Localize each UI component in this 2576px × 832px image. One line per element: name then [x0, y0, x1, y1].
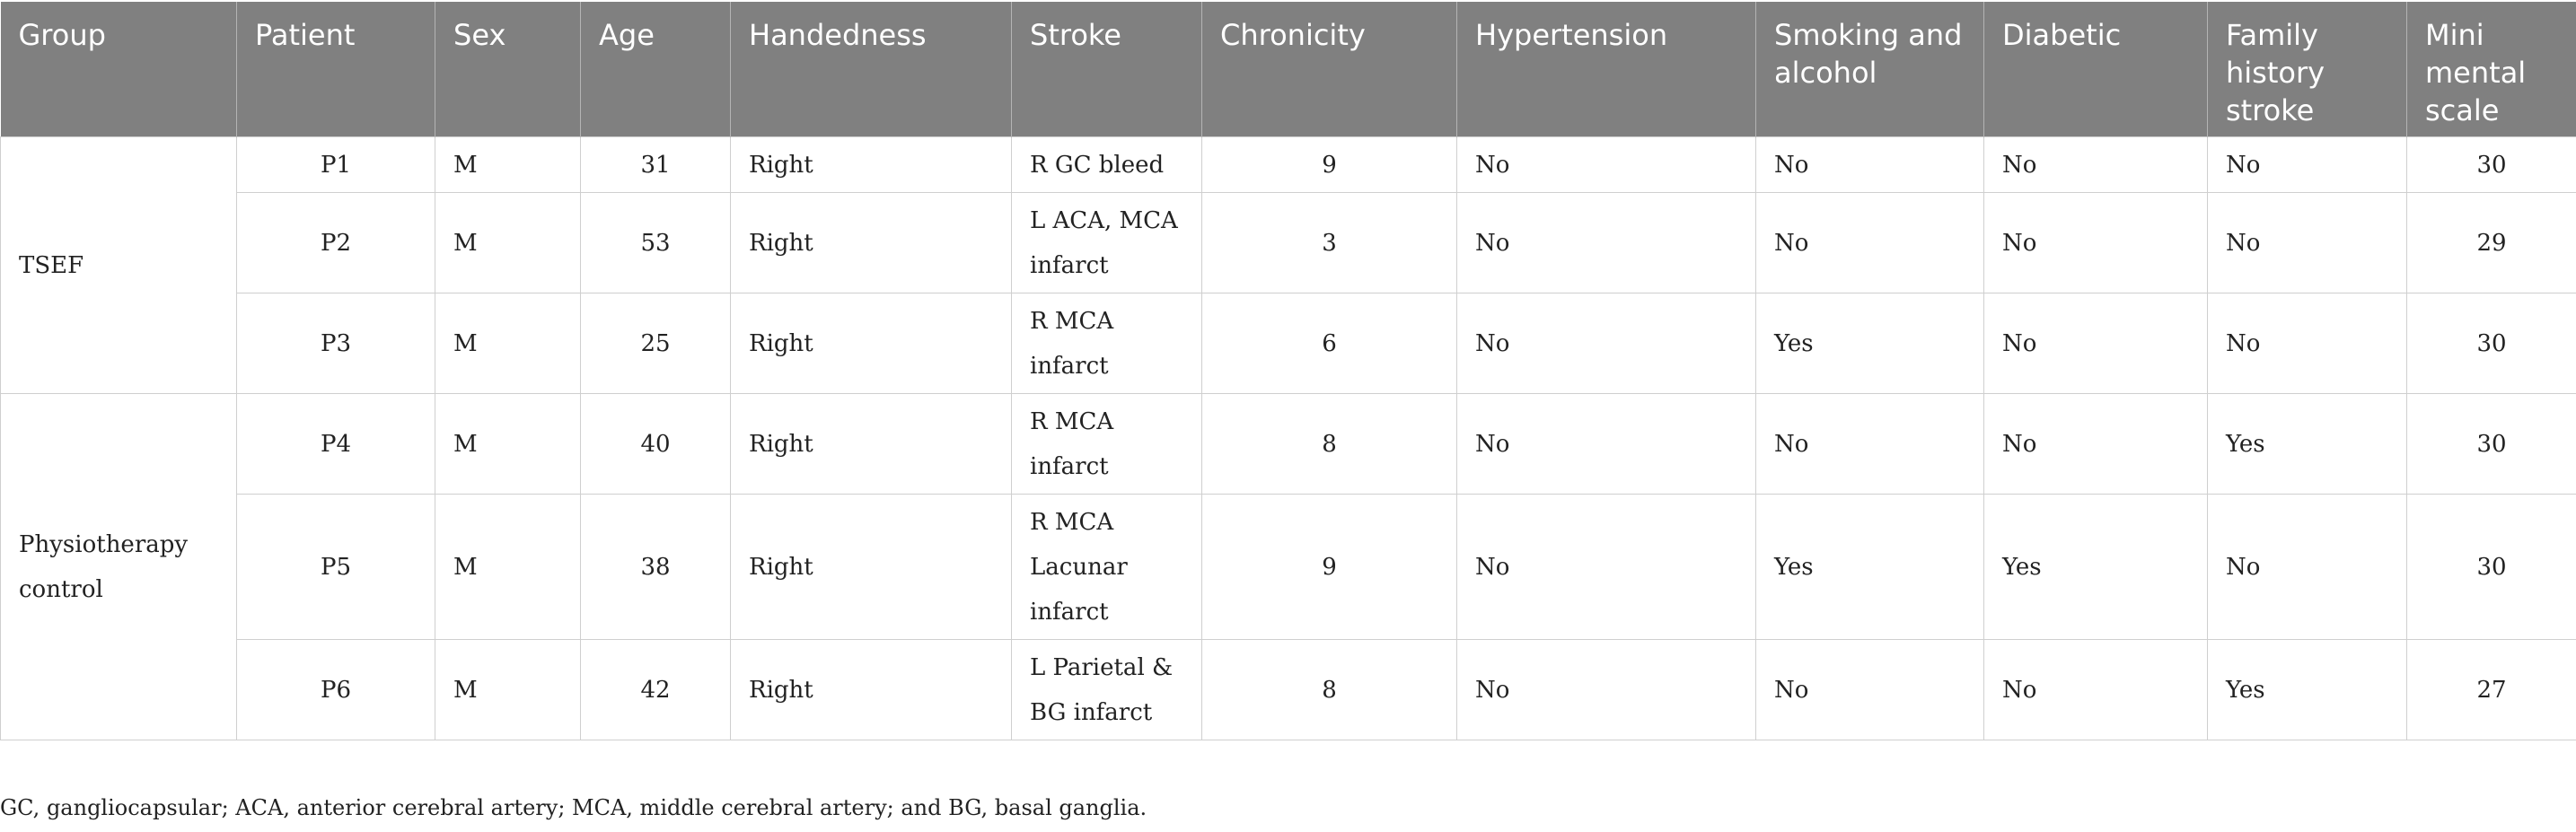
patient-table	[0, 2, 2576, 740]
cell-hypertension: No	[1457, 640, 1756, 740]
cell-stroke: R MCA infarct	[1012, 293, 1202, 394]
cell-family: No	[2208, 193, 2407, 293]
cell-mms: 27	[2407, 640, 2576, 740]
cell-sex: M	[435, 640, 581, 740]
cell-age: 40	[581, 394, 731, 495]
header-group: Group	[1, 2, 237, 137]
cell-hypertension: No	[1457, 495, 1756, 640]
cell-diabetic: No	[1984, 137, 2208, 193]
cell-family: No	[2208, 495, 2407, 640]
header-sex: Sex	[435, 2, 581, 137]
cell-handedness: Right	[731, 640, 1012, 740]
cell-smoking: No	[1756, 640, 1984, 740]
table-row	[1, 137, 2576, 193]
header-family-history: Family history stroke	[2208, 2, 2407, 137]
cell-age: 42	[581, 640, 731, 740]
header-row	[1, 2, 2576, 137]
cell-stroke: L ACA, MCA infarct	[1012, 193, 1202, 293]
cell-smoking: No	[1756, 193, 1984, 293]
table-row	[1, 495, 2576, 640]
cell-diabetic: No	[1984, 193, 2208, 293]
cell-age: 38	[581, 495, 731, 640]
cell-hypertension: No	[1457, 137, 1756, 193]
cell-mms: 30	[2407, 495, 2576, 640]
header-hypertension: Hypertension	[1457, 2, 1756, 137]
cell-family: Yes	[2208, 394, 2407, 495]
cell-hypertension: No	[1457, 394, 1756, 495]
cell-family: Yes	[2208, 640, 2407, 740]
table-row	[1, 293, 2576, 394]
cell-diabetic: No	[1984, 394, 2208, 495]
header-stroke: Stroke	[1012, 2, 1202, 137]
table-row	[1, 640, 2576, 740]
header-diabetic: Diabetic	[1984, 2, 2208, 137]
cell-patient: P4	[237, 394, 435, 495]
cell-sex: M	[435, 193, 581, 293]
cell-patient: P2	[237, 193, 435, 293]
cell-stroke: R GC bleed	[1012, 137, 1202, 193]
cell-sex: M	[435, 137, 581, 193]
cell-stroke: L Parietal & BG infarct	[1012, 640, 1202, 740]
cell-chronicity: 8	[1202, 394, 1457, 495]
cell-mms: 30	[2407, 137, 2576, 193]
cell-chronicity: 3	[1202, 193, 1457, 293]
cell-sex: M	[435, 293, 581, 394]
header-chronicity: Chronicity	[1202, 2, 1457, 137]
cell-diabetic: No	[1984, 293, 2208, 394]
cell-chronicity: 9	[1202, 495, 1457, 640]
cell-smoking: Yes	[1756, 293, 1984, 394]
cell-handedness: Right	[731, 293, 1012, 394]
group-label: Physiotherapy control	[1, 394, 237, 740]
header-patient: Patient	[237, 2, 435, 137]
cell-hypertension: No	[1457, 293, 1756, 394]
header-handedness: Handedness	[731, 2, 1012, 137]
cell-patient: P3	[237, 293, 435, 394]
cell-patient: P5	[237, 495, 435, 640]
cell-age: 25	[581, 293, 731, 394]
cell-age: 53	[581, 193, 731, 293]
cell-patient: P1	[237, 137, 435, 193]
cell-hypertension: No	[1457, 193, 1756, 293]
cell-mms: 29	[2407, 193, 2576, 293]
cell-handedness: Right	[731, 495, 1012, 640]
header-smoking-alcohol: Smoking and alcohol	[1756, 2, 1984, 137]
cell-chronicity: 6	[1202, 293, 1457, 394]
cell-sex: M	[435, 394, 581, 495]
header-age: Age	[581, 2, 731, 137]
table-footnote: GC, gangliocapsular; ACA, anterior cerebral artery; MCA, middle cerebral artery; and BG, basal ganglia.	[0, 795, 1147, 820]
cell-stroke: R MCA Lacunar infarct	[1012, 495, 1202, 640]
table-row	[1, 193, 2576, 293]
cell-age: 31	[581, 137, 731, 193]
cell-diabetic: No	[1984, 640, 2208, 740]
cell-stroke: R MCA infarct	[1012, 394, 1202, 495]
cell-mms: 30	[2407, 394, 2576, 495]
cell-smoking: Yes	[1756, 495, 1984, 640]
cell-sex: M	[435, 495, 581, 640]
cell-handedness: Right	[731, 193, 1012, 293]
cell-chronicity: 8	[1202, 640, 1457, 740]
cell-handedness: Right	[731, 394, 1012, 495]
cell-diabetic: Yes	[1984, 495, 2208, 640]
cell-family: No	[2208, 293, 2407, 394]
cell-smoking: No	[1756, 137, 1984, 193]
table-row	[1, 394, 2576, 495]
group-label: TSEF	[1, 137, 237, 394]
cell-family: No	[2208, 137, 2407, 193]
cell-mms: 30	[2407, 293, 2576, 394]
cell-patient: P6	[237, 640, 435, 740]
cell-handedness: Right	[731, 137, 1012, 193]
cell-chronicity: 9	[1202, 137, 1457, 193]
header-mini-mental: Mini mental scale	[2407, 2, 2576, 137]
cell-smoking: No	[1756, 394, 1984, 495]
